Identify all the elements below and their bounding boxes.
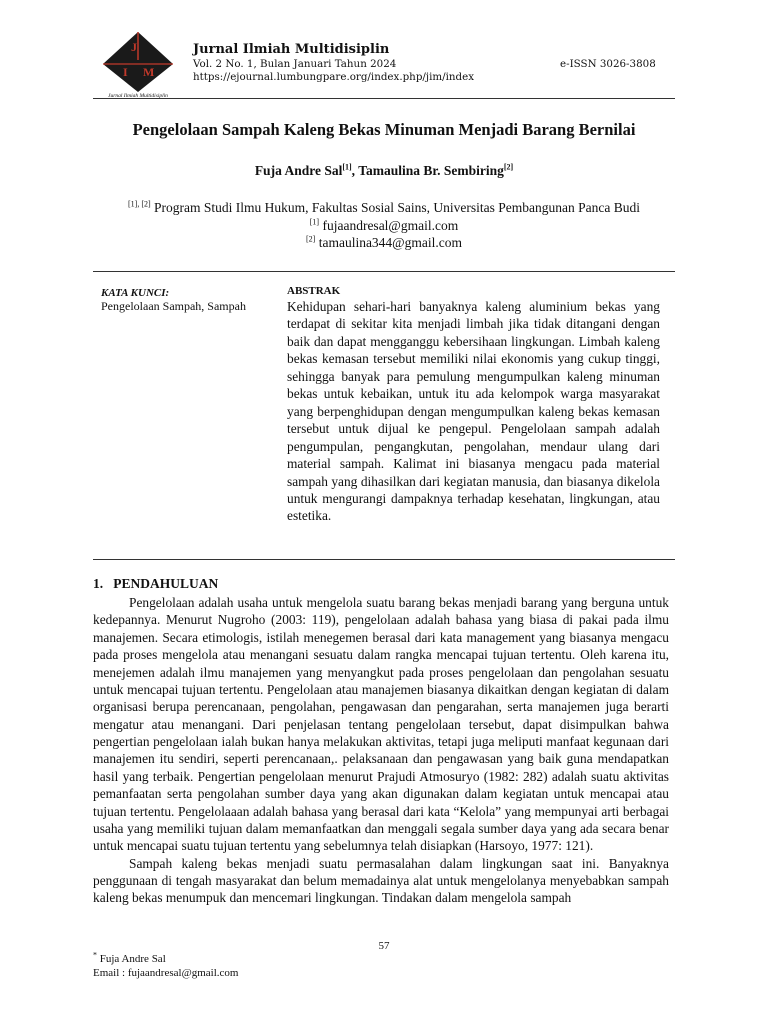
journal-meta — [193, 58, 474, 84]
section-heading: 1. PENDAHULUAN — [93, 576, 219, 591]
body-text — [93, 594, 669, 907]
logo-letter-i: I — [123, 65, 128, 79]
email-1-sup: [1] — [309, 217, 320, 226]
abstract-text: Kehidupan sehari-hari banyaknya kaleng aluminium bekas yang terdapat di sekitar kita menjadi limbah jika tidak ditangani dengan baik dan dapat mengganggu kebersihaan lingkungan. Limbah kaleng bekas kemasan tersebut memiliki nilai ekonomis yang cukup tinggi, sehingga banyak para pemulung mengumpulkan kaleng minuman bekas untuk kebaikan, untuk itu ada kelompok warga masyarakat yang berpenghidupan dengan mengumpulkan kaleng bekas kemasan tersebut untuk dijual ke pengepul. Pengelolaan sampah adalah pengumpulan, pengangkutan, pengolahan, mendaur ulang dari material sampah. Kalimat ini biasanya mengacu pada material sampah yang dihasilkan dari kegiatan manusia, dan biasanya dikelola untuk mengurangi dampaknya terhadap kesehatan, lingkungan, atau estetika. — [287, 299, 660, 524]
footnote-email: Email : fujaandresal@gmail.com — [93, 967, 239, 979]
author-separator: , — [351, 163, 359, 178]
body-paragraph-2: Sampah kaleng bekas menjadi suatu permasalahan dalam lingkungan saat ini. Banyaknya penggunaan di tengah masyarakat dan belum memadainya alat untuk mengelolanya menyebabkan sampah kaleng bekas menumpuk dan mencemari lingkungan. Tindakan dalam mengelola sampah — [93, 855, 669, 906]
keywords-text: Pengelolaan Sampah, Sampah — [101, 299, 246, 313]
affiliation: Program Studi Ilmu Hukum, Fakultas Sosial Sains, Universitas Pembangunan Panca Budi — [154, 200, 640, 215]
logo-letter-j: J — [131, 40, 137, 54]
footnote — [93, 952, 238, 980]
journal-name: Jurnal Ilmiah Multidisiplin — [193, 42, 390, 57]
author-1: Fuja Andre Sal — [254, 163, 343, 178]
abstract-top-rule — [93, 271, 675, 272]
article-title: Pengelolaan Sampah Kaleng Bekas Minuman Menjadi Barang Bernilai — [132, 120, 636, 139]
abstract-heading: ABSTRAK — [287, 285, 341, 297]
email-2[interactable]: tamaulina344@gmail.com — [318, 235, 462, 250]
footnote-name: Fuja Andre Sal — [99, 953, 166, 965]
authors — [93, 163, 675, 179]
affiliations — [93, 199, 675, 252]
email-2-sup: [2] — [306, 234, 316, 244]
page-number: 57 — [378, 940, 390, 952]
logo-caption: Jurnal Ilmiah Multidisiplin — [108, 93, 168, 98]
issn: e-ISSN 3026-3808 — [560, 58, 656, 70]
journal-logo — [97, 30, 179, 98]
author-2: Tamaulina Br. Sembiring — [358, 163, 504, 178]
journal-url[interactable]: https://ejournal.lumbungpare.org/index.php/jim/index — [193, 71, 475, 83]
logo-letter-m: M — [143, 65, 155, 79]
author-2-sup: [2] — [503, 162, 514, 172]
body-paragraph-1: Pengelolaan adalah usaha untuk mengelola suatu barang bekas menjadi barang yang berguna untuk kedepannya. Menurut Nugroho (2003: 119), pengelolaan adalah bahasa yang biasa di pakai pada ilmu manajemen. Secara etimologis, istilah menegemen berasal dari kata management yang biasanya mengacu pada proses mengelola atau menangani sesuatu dalam rangka mencapai tujuan tertentu. Oleh karena itu, menejemen adalah ilmu manajemen yang menyangkut pada proses pengelolaan dan pengolahan sesuatu untuk mencapai tujuan tertentu. Pengelolaan atau manajemen biasanya dikaitkan dengan kegiatan di dalam organisasi berupa perencanaan, pengolahan, pengawasan dan pengarahan, serta manajemen juga berarti mengatur atau menangani. Dari penjelasan tentang pengelolaan tersebut, dapat disimpulkan bahwa pengertian pengelolaan ialah bukan hanya melakukan aktivitas, tetapi juga meliputi manfaat kegunaan dari manajemen itu sendiri, seperti perencanaan,. pelaksanaan dan pengawasan yang baik guna mendapatkan hasil yang terbaik. Pengertian pengelolaan menurut Prajudi Atmosuryo (1982: 282) adalah suatu aktivitas pemanfaatan serta pengolahan sumber daya yang akan digunakan dalam kegiatan untuk mencapai atau tujuan tertentu. Pengelolaaan adalah bahasa yang berasal dari kata “Kelola” yang mempunyai arti berbagai usaha yang memiliki tujuan dalam memanfaatkan dan menggali segala sumber daya yang ada secara benar untuk mencapai suatu tujuan tertentu yang sebelumnya telah disiapkan (Harsoyo, 1977: 121). — [93, 595, 669, 854]
volume-line: Vol. 2 No. 1, Bulan Januari Tahun 2024 — [193, 58, 397, 70]
affiliation-sup: [1], [2] — [128, 199, 151, 209]
abstract-bottom-rule — [93, 559, 675, 560]
email-1[interactable]: fujaandresal@gmail.com — [322, 217, 459, 233]
footnote-marker: * — [93, 950, 97, 960]
author-1-sup: [1] — [342, 162, 352, 172]
header-rule — [93, 98, 675, 99]
keywords-heading: KATA KUNCI: — [101, 287, 170, 299]
